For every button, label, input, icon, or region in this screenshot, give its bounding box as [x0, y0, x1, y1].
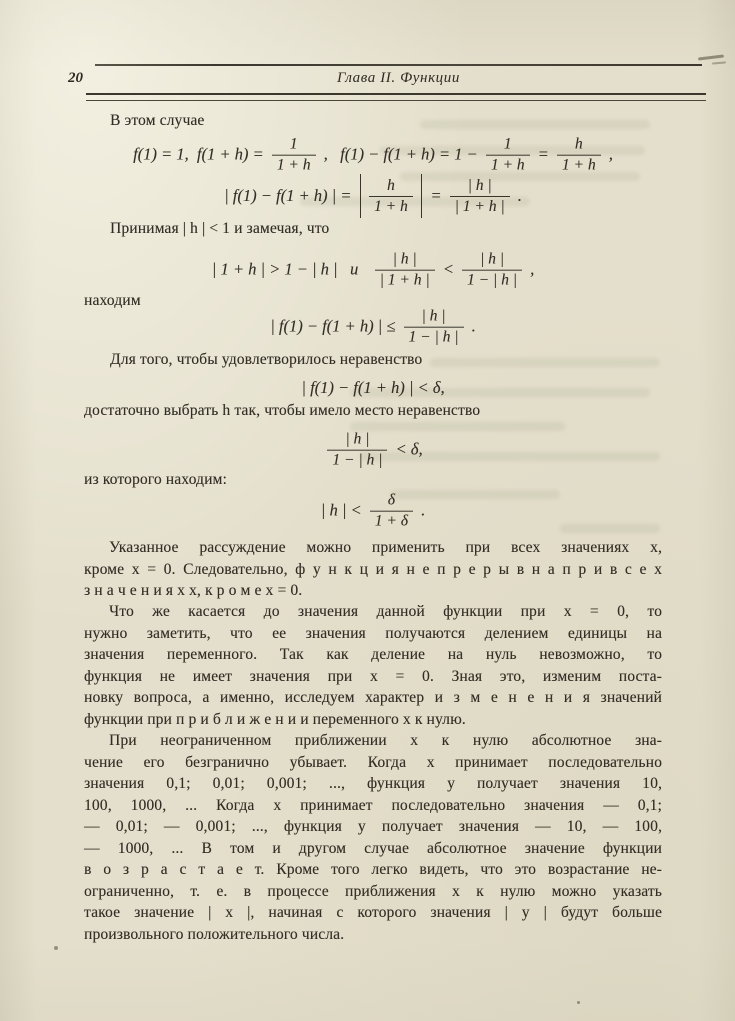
text-line-intro: В этом случае [110, 112, 205, 129]
formula-text: | h | < [320, 501, 366, 520]
formula-text: < [438, 260, 458, 279]
fraction-numerator: h [574, 135, 583, 153]
fraction-numerator: | h | [467, 176, 492, 194]
chapter-title: Глава II. Функции [337, 70, 460, 86]
formula-f-values [84, 136, 662, 175]
fraction-numerator: | h | [345, 430, 370, 448]
paragraph-line: значения 0,1; 0,01; 0,001; ..., функция y получает значения 10, [84, 775, 662, 792]
fraction-numerator: | h | [392, 250, 417, 268]
formula-text: | f(1) − f(1 + h) | < δ, [301, 378, 445, 397]
fraction [557, 136, 601, 175]
paragraph-line: Указанное рассуждение можно применить при всех значениях x, [109, 539, 662, 556]
fraction [369, 177, 413, 216]
formula-text: = [533, 145, 553, 164]
formula-text: | f(1) − f(1 + h) | ≤ [270, 317, 400, 336]
paragraph-line: в о з р а с т а е т. Кроме того легко видеть, что это возрастание не- [84, 861, 662, 878]
paragraph-continuity [84, 537, 662, 602]
paragraph-line: новку вопроса, а именно, исследуем характер и з м е н е н и я значений [84, 689, 662, 706]
fraction [375, 251, 435, 290]
formula-inequalities [84, 251, 662, 290]
fraction-denominator: 1 + h [486, 155, 530, 175]
paragraph-line: — 1000, ... В том и другом случае абсолютное значение функции [84, 839, 662, 857]
fraction-denominator: 1 + h [557, 155, 601, 175]
fraction [486, 136, 530, 175]
formula-h-condition [84, 431, 662, 470]
text-column [84, 0, 662, 1021]
fraction-denominator: | 1 + h | [450, 196, 510, 216]
fraction-denominator: 1 − | h | [404, 327, 464, 347]
formula-h-bound [84, 492, 662, 531]
text-line-dostatochno: достаточно выбрать h так, чтобы имело место неравенство [84, 402, 481, 419]
fraction [404, 308, 464, 347]
fraction-denominator: | 1 + h | [375, 270, 435, 290]
fraction-denominator: 1 − | h | [327, 450, 387, 470]
paragraph-line: Что же касается до значения данной функции при x = 0, то [109, 603, 662, 620]
paragraph-line: ограниченно, т. е. в процессе приближения x к нулю можно указать [84, 882, 662, 900]
scan-scuff-mark [712, 61, 726, 64]
paragraph-line: значения переменного. Так как деление на нуль невозможно, то [84, 646, 662, 663]
fraction-denominator: 1 − | h | [462, 270, 522, 290]
paragraph-value-at-zero [84, 601, 662, 730]
paragraph-line: з н а ч е н и я х x, к р о м е x = 0. [84, 582, 303, 599]
text-line-nahodim: находим [84, 292, 141, 309]
formula-bound [84, 308, 662, 347]
fraction-denominator: 1 + h [272, 155, 316, 175]
formula-text: < δ, [391, 440, 423, 459]
fraction [327, 431, 387, 470]
formula-text: , [604, 145, 613, 164]
fraction-numerator: | h | [479, 250, 504, 268]
formula-text: . [416, 501, 426, 520]
formula-delta-inequality [84, 378, 662, 398]
scan-scuff-mark [698, 54, 724, 60]
paragraph-line: функция не имеет значения при x = 0. Зная это, изменим поста- [84, 667, 662, 685]
paragraph-line: произвольного положительного числа. [84, 925, 345, 943]
text-line-dlya-togo: Для того, чтобы удовлетворилось неравенство [110, 351, 423, 368]
fraction [272, 136, 316, 175]
fraction-numerator: h [387, 176, 395, 194]
fraction-numerator: 1 [289, 135, 298, 153]
fraction-denominator: 1 + h [369, 196, 413, 216]
scan-speck [54, 946, 58, 950]
formula-text: . [513, 186, 522, 205]
fraction-numerator: | h | [421, 307, 446, 325]
paragraph-line: чение его безгранично убывает. Когда x принимает последовательно [84, 753, 662, 771]
formula-text: | f(1) − f(1 + h) | = [224, 186, 356, 205]
fraction-numerator: δ [387, 491, 395, 509]
formula-text: | 1 + h | > 1 − | h | и [211, 260, 371, 279]
formula-text: f(1) = 1, f(1 + h) = [133, 145, 268, 164]
formula-abs-difference [84, 174, 662, 218]
text-line-prinimaya: Принимая | h | < 1 и замечая, что [110, 220, 330, 237]
tall-bar-delimiter [360, 174, 362, 218]
paragraph-line: такое значение | x |, начиная с которого значения | y | будут больше [84, 904, 662, 921]
paragraph-line: кроме x = 0. Следовательно, ф у н к ц и я н е п р е р ы в н а п р и в с е х [84, 560, 662, 578]
paragraph-line: нужно заметить, что ее значения получаются делением единицы на [84, 624, 662, 642]
paragraph-behavior-near-zero [84, 730, 662, 945]
fraction-denominator: 1 + δ [370, 511, 413, 531]
paragraph-line: 100, 1000, ... Когда x принимает последовательно значения — 0,1; [84, 796, 662, 814]
formula-text: . [467, 317, 476, 336]
formula-text: , f(1) − f(1 + h) = 1 − [319, 145, 482, 164]
page-number: 20 [68, 70, 83, 86]
fraction-numerator: 1 [503, 135, 512, 153]
paragraph-line: При неограниченном приближении x к нулю абсолютное зна- [109, 732, 662, 749]
fraction [450, 177, 510, 216]
formula-text: , [525, 260, 535, 279]
fraction [370, 492, 413, 531]
fraction [462, 251, 522, 290]
paragraph-line: — 0,01; — 0,001; ..., функция y получает значения — 10, — 100, [84, 818, 662, 835]
paragraph-line: функции при п р и б л и ж е н и и переменного x к нулю. [84, 710, 466, 728]
formula-text: = [426, 186, 446, 205]
tall-bar-delimiter [421, 174, 423, 218]
text-line-iz-kotorogo: из которого находим: [84, 471, 227, 488]
